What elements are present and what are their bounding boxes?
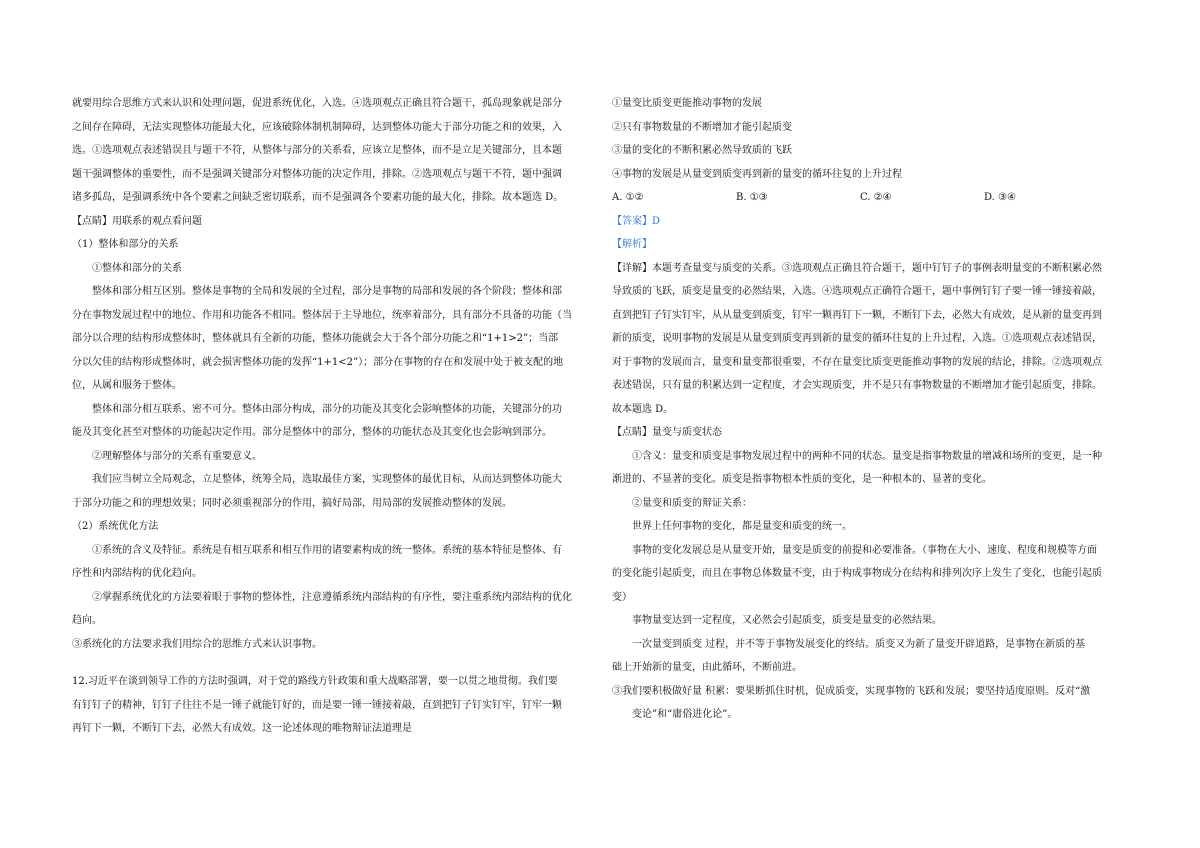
text-line: 分以欠佳的结构形成整体时，就会损害整体功能的发挥“1+1<2”）；部分在事物的存在和发展中处于被支配的地	[72, 356, 564, 368]
text-line: 我们应当树立全局观念，立足整体，统筹全局，选取最佳方案，实现整体的最优目标，从而达到整体功能大	[92, 474, 562, 485]
question-12-stem: 12.习近平在谈到领导工作的方法时强调，对于党的路线方针政策和重大战略部署，要一以贯之地贯彻。我们要	[72, 676, 558, 687]
text-line: 表述错误，只有量的积累达到一定程度，才会实现质变，并不是只有事物数量的不断增加才能引起质变，排除。	[612, 380, 1102, 391]
choice-a: A. ①②	[612, 192, 644, 203]
text-line: 诸多孤岛，是强调系统中各个要素之间缺乏密切联系，而不是强调各个要素功能的最大化，排除。故本题选 D。	[72, 192, 564, 203]
text-line: 题干强调整体的重要性，而不是强调关键部分对整体功能的决定作用，排除。②选项观点与题干不符，题中强调	[72, 168, 562, 180]
statement-item: ②只有事物数量的不断增加才能引起质变	[612, 121, 792, 133]
text-line: 直到把钉子钉实钉牢，从从量变到质变，钉牢一颗再钉下一颗，不断钉下去，必然大有成效，是从新的量变再到	[612, 309, 1102, 321]
text-line: 渐进的、不显著的变化。质变是指事物根本性质的变化，是一种根本的、显著的变化。	[612, 474, 992, 485]
text-line: ③系统化的方法要求我们用综合的思维方式来认识事物。	[72, 638, 322, 650]
tip-heading: 【点睛】用联系的观点看问题	[72, 215, 202, 227]
statement-item: ①量变比质变更能推动事物的发展	[612, 98, 762, 109]
text-line: 事物的变化发展总是从量变开始，量变是质变的前提和必要准备。（事物在大小、速度、程度和规模等方面	[632, 544, 1097, 556]
text-line: 变）	[612, 591, 632, 603]
text-line: 就要用综合思维方式来认识和处理问题，促进系统优化，入选。④选项观点正确且符合题干，孤岛现象就是部分	[72, 98, 562, 109]
text-line: 础上开始新的量变，由此循环，不断前进。	[612, 662, 802, 673]
text-line: 于部分功能之和的理想效果；同时必须重视部分的作用，搞好局部，用局部的发展推动整体的发展。	[72, 497, 512, 509]
text-line: 事物量变达到一定程度，又必然会引起质变，质变是量变的必然结果。	[632, 615, 942, 626]
statement-item: ④事物的发展是从量变到质变再到新的量变的循环往复的上升过程	[612, 168, 902, 180]
tip-heading: 【点睛】量变与质变状态	[612, 427, 722, 438]
text-line: 趋向。	[72, 615, 102, 626]
text-line: 位，从属和服务于整体。	[72, 380, 182, 391]
text-line: 一次量变到质变 过程，并不等于事物发展变化的终结。质变又为新了量变开辟道路，是事物在新质的基	[632, 638, 1086, 650]
subsection-heading: ②量变和质变的辩证关系：	[632, 497, 752, 509]
text-line: 故本题选 D。	[612, 403, 674, 415]
question-12-stem: 有钉钉子的精神，钉钉子往往不是一锤子就能钉好的，而是要一锤一锤接着敲，直到把钉子钉实钉牢，钉牢一颗	[72, 699, 562, 711]
text-line: 整体和部分相互区别。整体是事物的全局和发展的全过程，部分是事物的局部和发展的各个阶段；整体和部	[92, 286, 562, 297]
text-line: 的变化能引起质变，而且在事物总体数量不变，由于构成事物成分在结构和排列次序上发生了变化，也能引起质	[612, 568, 1102, 579]
text-line: 【详解】本题考查量变与质变的关系。③选项观点正确且符合题干，题中钉钉子的事例表明量变的不断积累必然	[612, 262, 1102, 274]
text-line: 世界上任何事物的变化，都是量变和质变的统一。	[632, 521, 852, 532]
text-line: ①系统的含义及特征。系统是有相互联系和相互作用的诸要素构成的统一整体。系统的基本特征是整体、有	[92, 544, 562, 556]
choice-b: B. ①③	[736, 192, 768, 203]
text-line: 对于事物的发展而言，量变和量变都很重要，不存在量变比质变更能推动事物的发展的结论，排除。②选项观点	[612, 356, 1102, 368]
text-line: ①含义：量变和质变是事物发展过程中的两种不同的状态。量变是指事物数量的增减和场所的变更，是一种	[632, 450, 1102, 462]
left-column	[72, 92, 590, 741]
section-heading: （2）系统优化方法	[72, 521, 159, 532]
section-heading: （1）整体和部分的关系	[72, 239, 179, 250]
right-column	[612, 92, 1132, 727]
text-line: 新的质变，说明事物的发展是从量变到质变再到新的量变的循环往复的上升过程，入选。①选项观点表述错误，	[612, 333, 1102, 344]
analysis-label: 【解析】	[612, 239, 652, 250]
statement-item: ③量的变化的不断积累必然导致质的飞跃	[612, 145, 792, 156]
text-line: 选。①选项观点表述错误且与题干不符，从整体与部分的关系看，应该立足整体，而不是立足关键部分，且本题	[72, 145, 562, 156]
text-line: 分在事物发展过程中的地位、作用和功能各不相同。整体居于主导地位，统率着部分，具有部分不具备的功能（当	[72, 309, 572, 321]
answer-label: 【答案】D	[612, 215, 661, 227]
text-line: ③我们要积极做好量 积累：要果断抓住时机，促成质变，实现事物的飞跃和发展；要坚持适度原则。反对“激	[612, 685, 1091, 697]
text-line: 序性和内部结构的优化趋向。	[72, 568, 202, 579]
choice-c: C. ②④	[860, 192, 892, 203]
text-line: 导致质的飞跃，质变是量变的必然结果，入选。④选项观点正确符合题干，题中事例钉钉子要一锤一锤接着敲，	[612, 286, 1102, 297]
subsection-heading: ②理解整体与部分的关系有重要意义。	[92, 450, 262, 462]
text-line: 整体和部分相互联系、密不可分。整体由部分构成，部分的功能及其变化会影响整体的功能，关键部分的功	[92, 403, 562, 415]
choice-row	[612, 186, 1132, 210]
subsection-heading: ①整体和部分的关系	[92, 262, 182, 274]
question-12-stem: 再钉下一颗，不断钉下去，必然大有成效。这一论述体现的唯物辩证法道理是	[72, 723, 412, 734]
text-line: 部分以合理的结构形成整体时，整体就具有全新的功能，整体功能就会大于各个部分功能之和“1+1>2”；当部	[72, 333, 559, 344]
choice-d: D. ③④	[984, 192, 1016, 203]
text-line: 之间存在障碍，无法实现整体功能最大化，应该破除体制机制障碍，达到整体功能大于部分功能之和的效果，入	[72, 121, 562, 133]
text-line: 变论”和“庸俗进化论”。	[632, 709, 738, 720]
text-line: ②掌握系统优化的方法要着眼于事物的整体性，注意遵循系统内部结构的有序性，要注重系统内部结构的优化	[92, 591, 572, 603]
text-line: 能及其变化甚至对整体的功能起决定作用。部分是整体中的部分，整体的功能状态及其变化也会影响到部分。	[72, 427, 552, 438]
